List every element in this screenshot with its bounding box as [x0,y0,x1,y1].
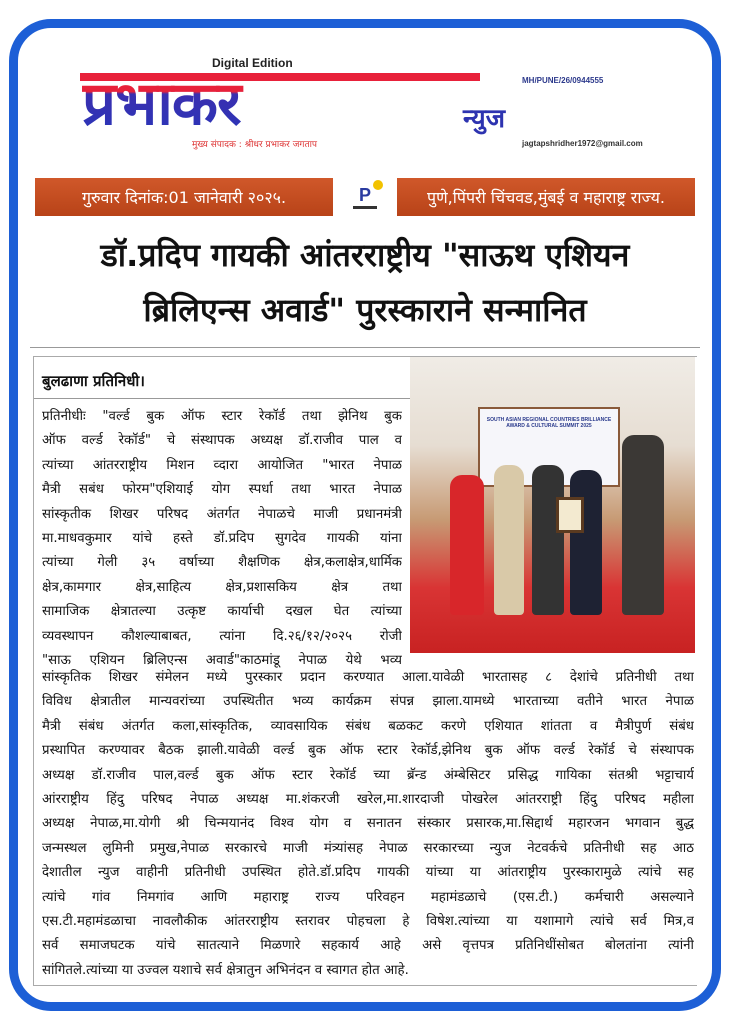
text-line: सर्व समाजघटक यांचे सातत्याने मिळणारे सहकार्य आहे असे वृत्तपत्र प्रतिनिधींसोबत बोलतांना त्यांनी [42,938,694,954]
text-line: व्यवस्थापन कौशल्याबाबत, त्यांना दि.२६/१२/२०२५ रोजी [42,628,402,644]
event-banner: SOUTH ASIAN REGIONAL COUNTRIES BRILLIANCE AWARD & CULTURAL SUMMIT 2025 [478,407,620,487]
text-line: क्षेत्र,कामगार क्षेत्र,साहित्य क्षेत्र,प्रशासकिय क्षेत्र तथा [42,579,402,595]
issue-date: गुरुवार दिनांक:01 जानेवारी २०२५. [81,188,287,207]
divider [30,347,700,348]
text-line: प्रस्थापित करण्यावर बैठक झाली.यावेळी वर्ल्ड बुक ऑफ स्टार रेकॉर्ड,झेनिथ बुक ऑफ वर्ल्ड रेकॉर्ड चे संस्थापक [42,743,694,759]
masthead [0,0,730,170]
text-line: विविध क्षेत्रातील मान्यवरांच्या उपस्थितीत भव्य कार्यक्रम संपन्न झाला.यामध्ये भारताच्या वतीने भारत नेपाळ [42,694,694,710]
text-line: त्यांच्या गेली ३५ वर्षाच्या शैक्षणिक क्षेत्र,कलाक्षेत्र,धार्मिक [42,555,402,571]
text-line: मैत्री सबंध फोरम"एशियाई योग स्पर्धा तथा भारत नेपाळ [42,482,402,498]
text-line: अध्यक्ष नेपाळ,मा.योगी श्री चिन्मयानंद विश्व योग व सनातन संस्कार प्रसारक,मा.सिद्दार्थ महारजन भगवान बुद्ध [42,816,694,832]
editor-line: मुख्य संपादक : श्रीधर प्रभाकर जगताप [192,140,318,150]
text-line: त्यांचे गांव निमगांव आणि महाराष्ट्र राज्य परिवहन महामंडळाचे (एस.टी.) कर्मचारी असल्याने [42,889,694,905]
newspaper-logo: प्रभाकर [82,73,457,135]
article-headline [30,228,700,338]
person-figure [494,465,524,615]
text-line: मा.माधवकुमार यांचे हस्ते डॉ.प्रदिप सुगदेव गायकी यांना [42,530,402,546]
article-column-text [42,405,402,673]
person-figure [450,475,484,615]
article-body-text [42,666,694,983]
text-line: अध्यक्ष डॉ.राजीव पाल,वर्ल्ड बुक ऑफ स्टार रेकॉर्ड च्या ब्रॅन्ड अंम्बेसिटर प्रसिद्ध गायिका संतश्री भट्टाचार्य [42,767,694,783]
headline-line: ब्रिलिएन्स अवार्ड" पुरस्काराने सन्मानित [143,291,587,329]
text-line: ऑफ वर्ल्ड रेकॉर्ड" चे संस्थापक अध्यक्ष डॉ.राजीव पाल व [42,433,402,449]
person-figure [532,465,564,615]
book-logo-letter: P [353,185,377,209]
article-dateline: बुलढाणा प्रतिनिधी। [42,372,145,390]
region-text: पुणे,पिंपरी चिंचवड,मुंबई व महाराष्ट्र राज्य. [426,188,665,207]
text-line: जन्मस्थल लुमिनी प्रमुख,नेपाळ सरकारचे माजी मंत्र्यांसह नेपाळ सरकारच्या न्युज नेटवर्कचे प्रतिनीधी सह आठ [42,840,694,856]
award-photo [410,357,695,653]
date-region-bar [35,178,695,216]
logo-suffix: न्युज [463,104,506,134]
text-line: सांस्कृतिक शिखर संमेलन मध्ये पुरस्कार प्रदान करण्यात आला.यावेळी भारतासह ८ देशांचे प्रतिनीधी तथा [42,670,694,685]
text-line: "साऊ एशियन ब्रिलिएन्स अवार्ड"काठमांडू नेपाळ येथे भव्य [42,652,402,668]
book-logo-icon [333,178,397,216]
text-line: आंरराष्ट्रीय हिंदु परिषद नेपाळ अध्यक्ष मा.शंकरजी खरेल,मा.शारदाजी पोखरेल आंतरराष्ट्री हिंदु परिषद महीला [42,791,694,807]
text-line: प्रतिनीधीः "वर्ल्ड बुक ऑफ स्टार रेकॉर्ड तथा झेनिथ बुक [42,409,402,424]
text-line: मैत्री संबंध अंतर्गत कला,सांस्कृतिक, व्यावसायिक संबंध बळकट करणे एशियात शांतता व मैत्रीपुर्ण संबंध [42,718,694,734]
text-line: सामाजिक क्षेत्रातल्या उत्कृष्ट कार्याची दखल घेत त्यांच्या [42,604,402,620]
text-line: त्यांच्या आंतरराष्ट्रीय मिशन व्दारा आयोजित "भारत नेपाळ [42,457,402,473]
person-figure [622,435,664,615]
headline-line: डॉ.प्रदिप गायकी आंतरराष्ट्रीय "साऊथ एशियन [100,236,630,274]
edition-label: Digital Edition [212,56,293,70]
contact-email: jagtapshridher1972@gmail.com [522,139,643,148]
divider [34,398,410,399]
registration-number: MH/PUNE/26/0944555 [522,76,604,85]
certificate-frame [556,497,584,533]
text-line: एस.टी.महामंडळाचा नावलौकीक आंतरराष्ट्रीय स्तरावर पोहचला हे विषेश.त्यांच्या या यशामागे त्यांचे सर्व मित्र,व [42,913,694,929]
text-line: सांगितले.त्यांच्या या उज्वल यशाचे सर्व क्षेत्रातुन अभिनंदन व स्वागत होत आहे. [42,962,409,978]
text-line: सांस्कृतीक शिखर परिषद अंतर्गत नेपाळचे माजी प्रधानमंत्री [42,506,402,522]
text-line: देशातील न्युज वाहीनी प्रतिनीधी उपस्थित होते.डॉ.प्रदिप गायकी यांच्या या आंतराष्ट्रीय पुरस्कारामुळे त्यांचे सह [42,865,694,881]
person-figure [570,470,602,615]
